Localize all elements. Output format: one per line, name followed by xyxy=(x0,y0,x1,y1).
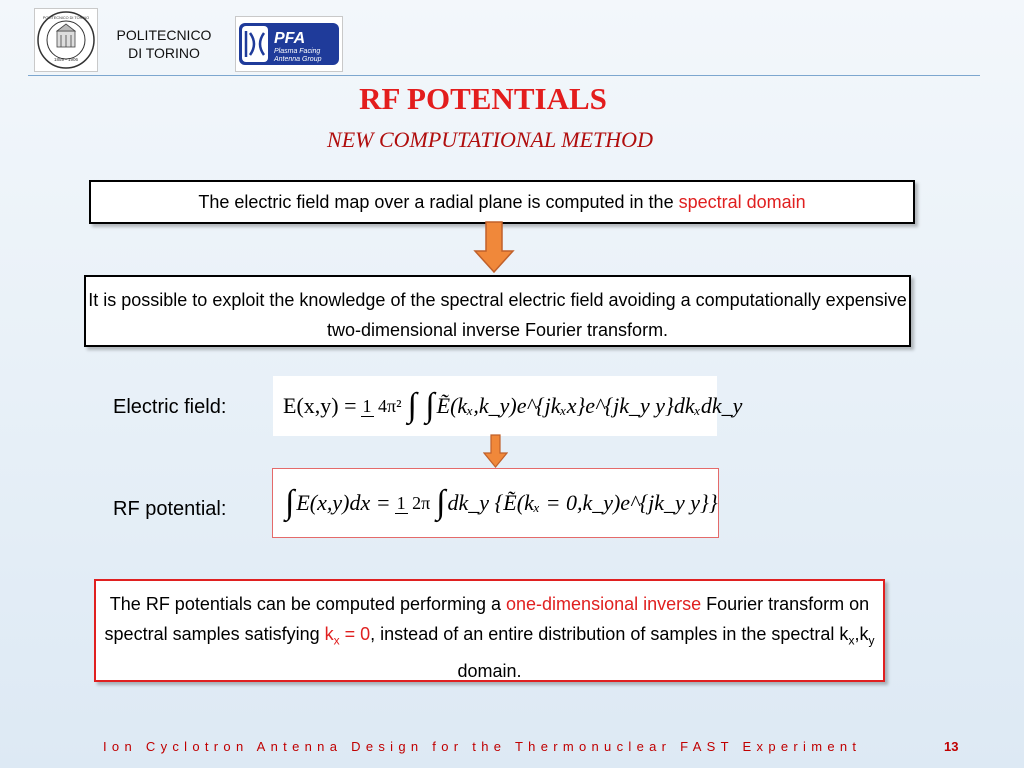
rf-frac-den: 2π xyxy=(412,492,431,513)
slide-title: RF POTENTIALS xyxy=(359,81,607,116)
spectral-field-box xyxy=(84,275,911,347)
footer-text: Ion Cyclotron Antenna Design for the Thermonuclear FAST Experiment xyxy=(103,739,862,754)
box3-part1: The RF potentials can be computed performing a xyxy=(109,594,507,614)
ef-integral-signs: ∫ ∫ xyxy=(407,387,435,424)
rf-potential-label: RF potential: xyxy=(113,498,227,520)
down-arrow-icon xyxy=(473,221,515,273)
institution-name xyxy=(104,26,224,62)
rf-formula-lhs: E(x,y)dx = xyxy=(296,490,391,515)
conclusion-box xyxy=(94,579,885,682)
pfa-logo-subtitle-line2: Antenna Group xyxy=(274,56,322,63)
institution-line1: POLITECNICO xyxy=(116,27,212,43)
rf-potential-formula xyxy=(272,468,719,538)
politecnico-logo xyxy=(34,8,98,72)
spectral-domain-box xyxy=(89,180,915,224)
ef-formula-integrand: Ẽ(kₓ,k_y)e^{jkₓx}e^{jk_y y}dkₓdk_y xyxy=(436,393,743,418)
pfa-logo-subtitle-line1: Plasma Facing xyxy=(274,48,321,55)
polito-seal-years: 1859 - 1906 xyxy=(53,57,79,62)
small-down-arrow-icon xyxy=(483,434,508,468)
rf-rhs-integral: ∫ xyxy=(436,484,446,521)
rf-lhs-integral: ∫ xyxy=(285,484,295,521)
ef-formula-fraction xyxy=(361,396,402,417)
box2-text: It is possible to exploit the knowledge of the spectral electric field avoiding a computationally expensive two-dimensional inverse Fourier transform. xyxy=(88,290,907,340)
box3-highlight1: one-dimensional inverse xyxy=(506,594,702,614)
box1-text: The electric field map over a radial plane is computed in the xyxy=(198,192,679,212)
box3-part3: , instead of an entire distribution of samples in the spectral k xyxy=(370,624,849,644)
ef-formula-lhs: E(x,y) = xyxy=(283,393,357,418)
ef-frac-num: 1 xyxy=(362,395,372,416)
box3-sub-y: y xyxy=(868,633,875,648)
box3-part4: domain. xyxy=(457,660,522,681)
rf-formula-fraction xyxy=(395,493,431,514)
institution-line2: DI TORINO xyxy=(128,45,200,61)
box3-comma: ,k xyxy=(854,624,869,644)
box3-highlight2 xyxy=(324,624,371,648)
box3-part2: Fourier transform on spectral samples satisfying xyxy=(104,594,870,644)
pfa-logo-text: PFA xyxy=(274,30,306,47)
slide-subtitle: NEW COMPUTATIONAL METHOD xyxy=(327,127,653,152)
page-number: 13 xyxy=(944,739,959,754)
box3-sub-x: x xyxy=(848,633,855,648)
rf-frac-num: 1 xyxy=(396,492,406,513)
header-divider xyxy=(28,75,980,76)
electric-field-label: Electric field: xyxy=(113,396,227,418)
box3-kx-sub: x xyxy=(333,633,340,648)
ef-frac-den: 4π² xyxy=(378,395,402,416)
electric-field-formula xyxy=(273,376,743,436)
box3-kx-k: k xyxy=(324,624,334,644)
box1-highlight: spectral domain xyxy=(678,192,806,212)
box3-kx-eq: = 0 xyxy=(339,624,371,644)
rf-formula-rhs: dk_y {Ẽ(kₓ = 0,k_y)e^{jk_y y}} xyxy=(447,490,718,515)
polito-seal-text: POLITECNICO DI TORINO xyxy=(42,16,90,20)
pfa-logo xyxy=(235,16,343,72)
